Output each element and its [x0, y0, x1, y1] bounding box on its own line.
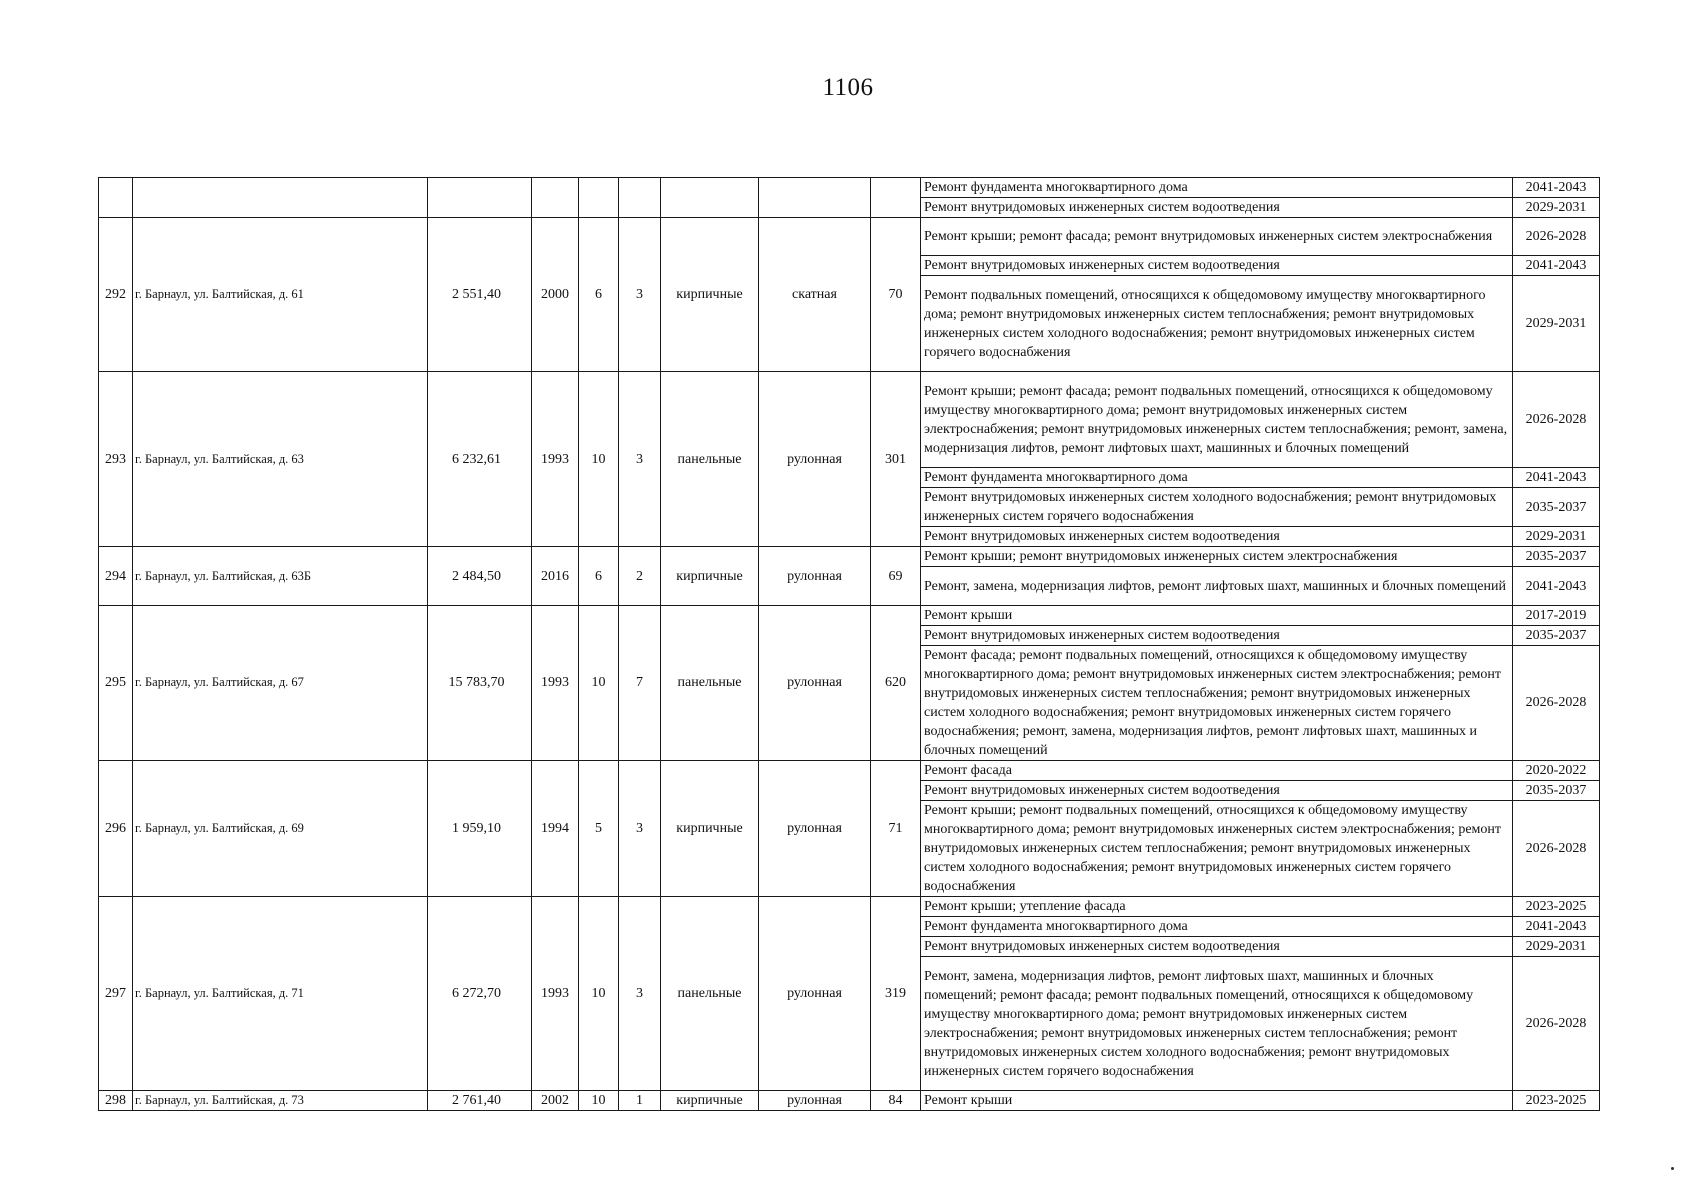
wall-material-empty — [661, 178, 759, 218]
build-year: 1993 — [532, 605, 579, 760]
table-row — [99, 547, 1600, 567]
residents: 84 — [871, 1091, 921, 1111]
floors: 10 — [579, 896, 619, 1090]
build-year: 1993 — [532, 372, 579, 547]
wall-material: кирпичные — [661, 760, 759, 896]
roof-type: скатная — [759, 218, 871, 372]
build-year-empty — [532, 178, 579, 218]
floors: 10 — [579, 372, 619, 547]
row-number: 292 — [99, 218, 133, 372]
work-description: Ремонт подвальных помещений, относящихся к общедомовому имуществу многоквартирного дома; ремонт внутридомовых инженерных систем теплоснабжения; ремонт внутридомовых инженерных систем холодного водоснабжения; ремонт внутридомовых инженерных систем горячего водоснабжения — [921, 276, 1513, 372]
residents: 71 — [871, 760, 921, 896]
address: г. Барнаул, ул. Балтийская, д. 63 — [133, 372, 428, 547]
roof-type: рулонная — [759, 896, 871, 1090]
address-empty — [133, 178, 428, 218]
work-description: Ремонт фундамента многоквартирного дома — [921, 916, 1513, 936]
work-description: Ремонт крыши; ремонт внутридомовых инженерных систем электроснабжения — [921, 547, 1513, 567]
work-period: 2026-2028 — [1513, 800, 1600, 896]
work-description: Ремонт фундамента многоквартирного дома — [921, 178, 1513, 198]
work-description: Ремонт фасада — [921, 760, 1513, 780]
row-number: 295 — [99, 605, 133, 760]
work-description: Ремонт крыши — [921, 605, 1513, 625]
roof-type-empty — [759, 178, 871, 218]
work-period: 2029-2031 — [1513, 198, 1600, 218]
entrances: 2 — [619, 547, 661, 605]
work-period: 2017-2019 — [1513, 605, 1600, 625]
work-period: 2041-2043 — [1513, 256, 1600, 276]
total-area: 2 484,50 — [428, 547, 532, 605]
build-year: 1994 — [532, 760, 579, 896]
row-number-empty — [99, 178, 133, 218]
work-period: 2035-2037 — [1513, 780, 1600, 800]
wall-material: панельные — [661, 605, 759, 760]
floors: 10 — [579, 605, 619, 760]
wall-material: кирпичные — [661, 547, 759, 605]
floors-empty — [579, 178, 619, 218]
row-number: 297 — [99, 896, 133, 1090]
work-description: Ремонт фасада; ремонт подвальных помещений, относящихся к общедомовому имуществу многоквартирного дома; ремонт внутридомовых инженерных систем электроснабжения; ремонт внутридомовых инженерных систем теплоснабжения; ремонт внутридомовых инженерных систем холодного водоснабжения; ремонт внутридомовых инженерных систем горячего водоснабжения; ремонт, замена, модернизация лифтов, ремонт лифтовых шахт, машинных и блочных помещений — [921, 645, 1513, 760]
work-period: 2026-2028 — [1513, 372, 1600, 468]
row-number: 298 — [99, 1091, 133, 1111]
floors: 6 — [579, 547, 619, 605]
wall-material: кирпичные — [661, 1091, 759, 1111]
address: г. Барнаул, ул. Балтийская, д. 73 — [133, 1091, 428, 1111]
residents: 319 — [871, 896, 921, 1090]
work-description: Ремонт внутридомовых инженерных систем водоотведения — [921, 780, 1513, 800]
entrances: 7 — [619, 605, 661, 760]
table-row — [99, 178, 1600, 198]
wall-material: панельные — [661, 896, 759, 1090]
work-period: 2029-2031 — [1513, 936, 1600, 956]
work-period: 2023-2025 — [1513, 896, 1600, 916]
total-area: 6 232,61 — [428, 372, 532, 547]
work-period: 2026-2028 — [1513, 218, 1600, 256]
repair-schedule-table — [98, 177, 1600, 1111]
residents: 69 — [871, 547, 921, 605]
residents-empty — [871, 178, 921, 218]
total-area: 2 551,40 — [428, 218, 532, 372]
roof-type: рулонная — [759, 760, 871, 896]
build-year: 1993 — [532, 896, 579, 1090]
entrances-empty — [619, 178, 661, 218]
work-description: Ремонт внутридомовых инженерных систем холодного водоснабжения; ремонт внутридомовых инженерных систем горячего водоснабжения — [921, 488, 1513, 527]
row-number: 293 — [99, 372, 133, 547]
work-period: 2020-2022 — [1513, 760, 1600, 780]
scan-speck — [1671, 1167, 1674, 1170]
entrances: 3 — [619, 896, 661, 1090]
work-period: 2041-2043 — [1513, 567, 1600, 605]
floors: 10 — [579, 1091, 619, 1111]
work-period: 2023-2025 — [1513, 1091, 1600, 1111]
work-description: Ремонт внутридомовых инженерных систем водоотведения — [921, 936, 1513, 956]
work-description: Ремонт, замена, модернизация лифтов, ремонт лифтовых шахт, машинных и блочных помещений; ремонт фасада; ремонт подвальных помещений, относящихся к общедомовому имуществу многоквартирного дома; ремонт внутридомовых инженерных систем электроснабжения; ремонт внутридомовых инженерных систем теплоснабжения; ремонт внутридомовых инженерных систем холодного водоснабжения; ремонт внутридомовых инженерных систем горячего водоснабжения — [921, 956, 1513, 1090]
table-row — [99, 760, 1600, 780]
total-area: 15 783,70 — [428, 605, 532, 760]
work-description: Ремонт крыши; ремонт фасада; ремонт подвальных помещений, относящихся к общедомовому имуществу многоквартирного дома; ремонт внутридомовых инженерных систем электроснабжения; ремонт внутридомовых инженерных систем теплоснабжения; ремонт, замена, модернизация лифтов, ремонт лифтовых шахт, машинных и блочных помещений — [921, 372, 1513, 468]
entrances: 3 — [619, 218, 661, 372]
address: г. Барнаул, ул. Балтийская, д. 63Б — [133, 547, 428, 605]
build-year: 2000 — [532, 218, 579, 372]
work-description: Ремонт крыши — [921, 1091, 1513, 1111]
build-year: 2002 — [532, 1091, 579, 1111]
work-description: Ремонт внутридомовых инженерных систем водоотведения — [921, 527, 1513, 547]
table-row — [99, 372, 1600, 468]
row-number: 294 — [99, 547, 133, 605]
roof-type: рулонная — [759, 605, 871, 760]
row-number: 296 — [99, 760, 133, 896]
residents: 301 — [871, 372, 921, 547]
work-period: 2041-2043 — [1513, 468, 1600, 488]
work-period: 2026-2028 — [1513, 956, 1600, 1090]
work-period: 2026-2028 — [1513, 645, 1600, 760]
roof-type: рулонная — [759, 1091, 871, 1111]
table-row — [99, 896, 1600, 916]
address: г. Барнаул, ул. Балтийская, д. 71 — [133, 896, 428, 1090]
entrances: 1 — [619, 1091, 661, 1111]
table-row — [99, 218, 1600, 256]
entrances: 3 — [619, 372, 661, 547]
address: г. Барнаул, ул. Балтийская, д. 69 — [133, 760, 428, 896]
floors: 5 — [579, 760, 619, 896]
wall-material: панельные — [661, 372, 759, 547]
work-description: Ремонт, замена, модернизация лифтов, ремонт лифтовых шахт, машинных и блочных помещений — [921, 567, 1513, 605]
work-description: Ремонт внутридомовых инженерных систем водоотведения — [921, 625, 1513, 645]
work-period: 2035-2037 — [1513, 547, 1600, 567]
work-description: Ремонт фундамента многоквартирного дома — [921, 468, 1513, 488]
address: г. Барнаул, ул. Балтийская, д. 67 — [133, 605, 428, 760]
work-period: 2035-2037 — [1513, 488, 1600, 527]
work-period: 2029-2031 — [1513, 276, 1600, 372]
wall-material: кирпичные — [661, 218, 759, 372]
work-description: Ремонт внутридомовых инженерных систем водоотведения — [921, 256, 1513, 276]
build-year: 2016 — [532, 547, 579, 605]
work-period: 2041-2043 — [1513, 178, 1600, 198]
table-row — [99, 605, 1600, 625]
total-area: 2 761,40 — [428, 1091, 532, 1111]
total-area: 6 272,70 — [428, 896, 532, 1090]
floors: 6 — [579, 218, 619, 372]
work-description: Ремонт крыши; ремонт подвальных помещений, относящихся к общедомовому имуществу многоквартирного дома; ремонт внутридомовых инженерных систем электроснабжения; ремонт внутридомовых инженерных систем теплоснабжения; ремонт внутридомовых инженерных систем холодного водоснабжения; ремонт внутридомовых инженерных систем горячего водоснабжения — [921, 800, 1513, 896]
roof-type: рулонная — [759, 372, 871, 547]
page-number: 1106 — [822, 74, 874, 101]
address: г. Барнаул, ул. Балтийская, д. 61 — [133, 218, 428, 372]
total-area: 1 959,10 — [428, 760, 532, 896]
residents: 620 — [871, 605, 921, 760]
residents: 70 — [871, 218, 921, 372]
work-description: Ремонт крыши; утепление фасада — [921, 896, 1513, 916]
work-description: Ремонт внутридомовых инженерных систем водоотведения — [921, 198, 1513, 218]
work-period: 2029-2031 — [1513, 527, 1600, 547]
roof-type: рулонная — [759, 547, 871, 605]
work-period: 2035-2037 — [1513, 625, 1600, 645]
work-period: 2041-2043 — [1513, 916, 1600, 936]
entrances: 3 — [619, 760, 661, 896]
table-row — [99, 1091, 1600, 1111]
total-area-empty — [428, 178, 532, 218]
work-description: Ремонт крыши; ремонт фасада; ремонт внутридомовых инженерных систем электроснабжения — [921, 218, 1513, 256]
